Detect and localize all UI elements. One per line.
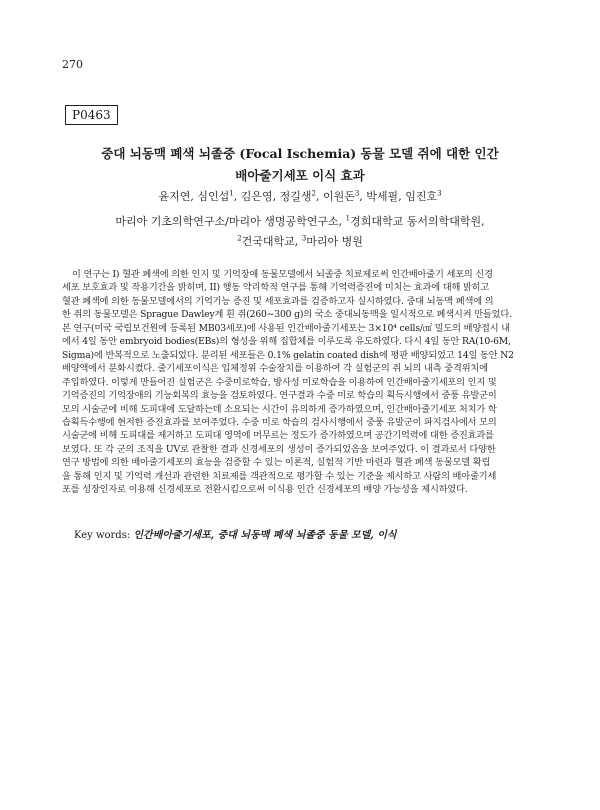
abstract-line: 모의 시술군에 비해 도피대에 도달하는데 소요되는 시간이 유의하게 증가하였으며, 인간배아줄기세포 처치가 학 (62, 403, 497, 415)
affiliation-text: 경희대학교 동서의학대학원, (350, 215, 485, 228)
abstract-line: 시술군에 비해 도피대를 제거하고 도피대 영역에 머무르는 정도가 증가하였으며 공간기억력에 대한 증진효과를 (62, 430, 494, 442)
affiliation-text: 건국대학교, (241, 235, 302, 248)
affiliation-mark: 1 (345, 214, 351, 223)
affiliation-text: 마리아 병원 (306, 235, 363, 248)
author-separator: , (272, 190, 280, 203)
author-separator: , (398, 190, 406, 203)
author-separator: , (359, 190, 367, 203)
abstract-body (62, 268, 540, 497)
abstract-line: 이 연구는 I) 혈관 폐색에 의한 인지 및 기억장애 동물모델에서 뇌졸중 치료제로써 인간배아줄기 세포의 신경 (72, 269, 493, 280)
affiliation-text: 마리아 기초의학연구소/마리아 생명공학연구소, (115, 215, 346, 228)
author: 정길생 (279, 190, 312, 203)
paper-title (60, 143, 540, 187)
keywords (74, 526, 397, 541)
abstract-line: 습획득수행에 현저한 증진효과를 보여주었다. 수중 미로 학습의 검사시행에서 중풍 유발군이 파지검사에서 모의 (62, 416, 497, 428)
abstract-line: 주입하였다. 이렇게 만들어진 실험군은 수중미로학습, 방사성 미로학습을 이용하여 인간배아줄기세포의 인지 및 (62, 376, 497, 388)
affiliation-list (60, 212, 540, 252)
abstract-line: Sigma)에 반복적으로 노출되었다. 분리된 세포들은 0.1% gelatin coated dish에 평판 배양되었고 14일 동안 N2 (62, 349, 514, 361)
affiliation-line-2 (60, 232, 540, 252)
author-separator: , (315, 190, 323, 203)
keywords-label: Key words: (74, 530, 134, 541)
author-affiliation-mark: 1 (229, 189, 234, 198)
abstract-line: 배양액에서 분화시켰다. 줄기세포이식은 입체정위 수술장치를 이용하여 각 실험군의 쥐 뇌의 내측 중격위치에 (62, 363, 488, 375)
author-affiliation-mark: 3 (354, 189, 360, 198)
abstract-line: 본 연구(미국 국립보건원에 등록된 MB03세포)에 사용된 인간배아줄기세포는 3×10⁴ cells/㎠ 밀도의 배양접시 내 (62, 322, 510, 334)
title-line-1: 중대 뇌동맥 폐색 뇌졸중 (Focal Ischemia) 동물 모델 쥐에 대한 인간 (101, 146, 499, 161)
affiliation-mark: 2 (237, 234, 242, 243)
title-line-2: 배아줄기세포 이식 효과 (235, 168, 365, 183)
author: 이원돈 (322, 190, 355, 203)
abstract-line: 을 통해 인지 및 기억력 개선과 관련한 치료제를 객관적으로 평가할 수 있는 기준을 제시하고 사람의 배아줄기세 (62, 470, 497, 482)
page-number: 270 (62, 58, 83, 71)
abstract-line: 보였다. 또 각 군의 조직을 UV로 관찰한 결과 신경세포의 생성이 증가되었음을 보여주었다. 이 결과로서 다양한 (62, 443, 496, 455)
affiliation-line-1 (60, 212, 540, 232)
abstract-line: 기억증진의 기억장애의 기능회복의 효능을 검토하였다. 연구결과 수중 미로 학습의 획득시행에서 중풍 유발군이 (62, 390, 497, 402)
affiliation-mark: 3 (301, 234, 307, 243)
author-separator: , (190, 190, 198, 203)
author-affiliation-mark: 2 (311, 189, 316, 198)
abstract-line: 혈관 폐색에 의한 동물모델에서의 기억기능 증진 및 세포효과를 검증하고자 실시하였다. 중대 뇌동맥 폐색에 의 (62, 295, 494, 307)
author-list (60, 188, 540, 204)
abstract-line: 한 쥐의 동물모델은 Sprague Dawley계 흰 쥐(260∼300 g)의 국소 중대뇌동맥을 일시적으로 폐색시켜 만들었다. (62, 309, 512, 321)
author: 박세필 (366, 190, 399, 203)
author: 임진호 (405, 190, 438, 203)
author-affiliation-mark: 3 (437, 189, 442, 198)
author-separator: , (233, 190, 241, 203)
abstract-line: 세포 보호효과 및 작용기간을 밝히며, II) 행동 약리학적 연구를 통해 기억력증진에 미치는 효과에 대해 밝히고 (62, 282, 490, 294)
abstract-id-box: P0463 (65, 105, 118, 125)
abstract-line: 연구 방법에 의한 배아줄기세포의 효능을 검증할 수 있는 이론적, 실험적 기반 마련과 혈관 폐색 동물모델 확립 (62, 457, 491, 469)
abstract-line: 에서 4일 동안 embryoid bodies(EBs)의 형성을 위해 집합체를 이루도록 유도하였다. 다시 4일 동안 RA(10-6M, (62, 336, 511, 348)
author: 윤지연 (158, 190, 191, 203)
author: 심인섭 (197, 190, 230, 203)
abstract-line: 포를 성장인자로 이용해 신경세포로 전환시킴으로써 이식용 인간 신경세포의 배양 가능성을 제시하였다. (62, 484, 468, 496)
keywords-value: 인간배아줄기세포, 중대 뇌동맥 폐색 뇌졸중 동물 모델, 이식 (133, 530, 397, 541)
author: 김은영 (240, 190, 273, 203)
